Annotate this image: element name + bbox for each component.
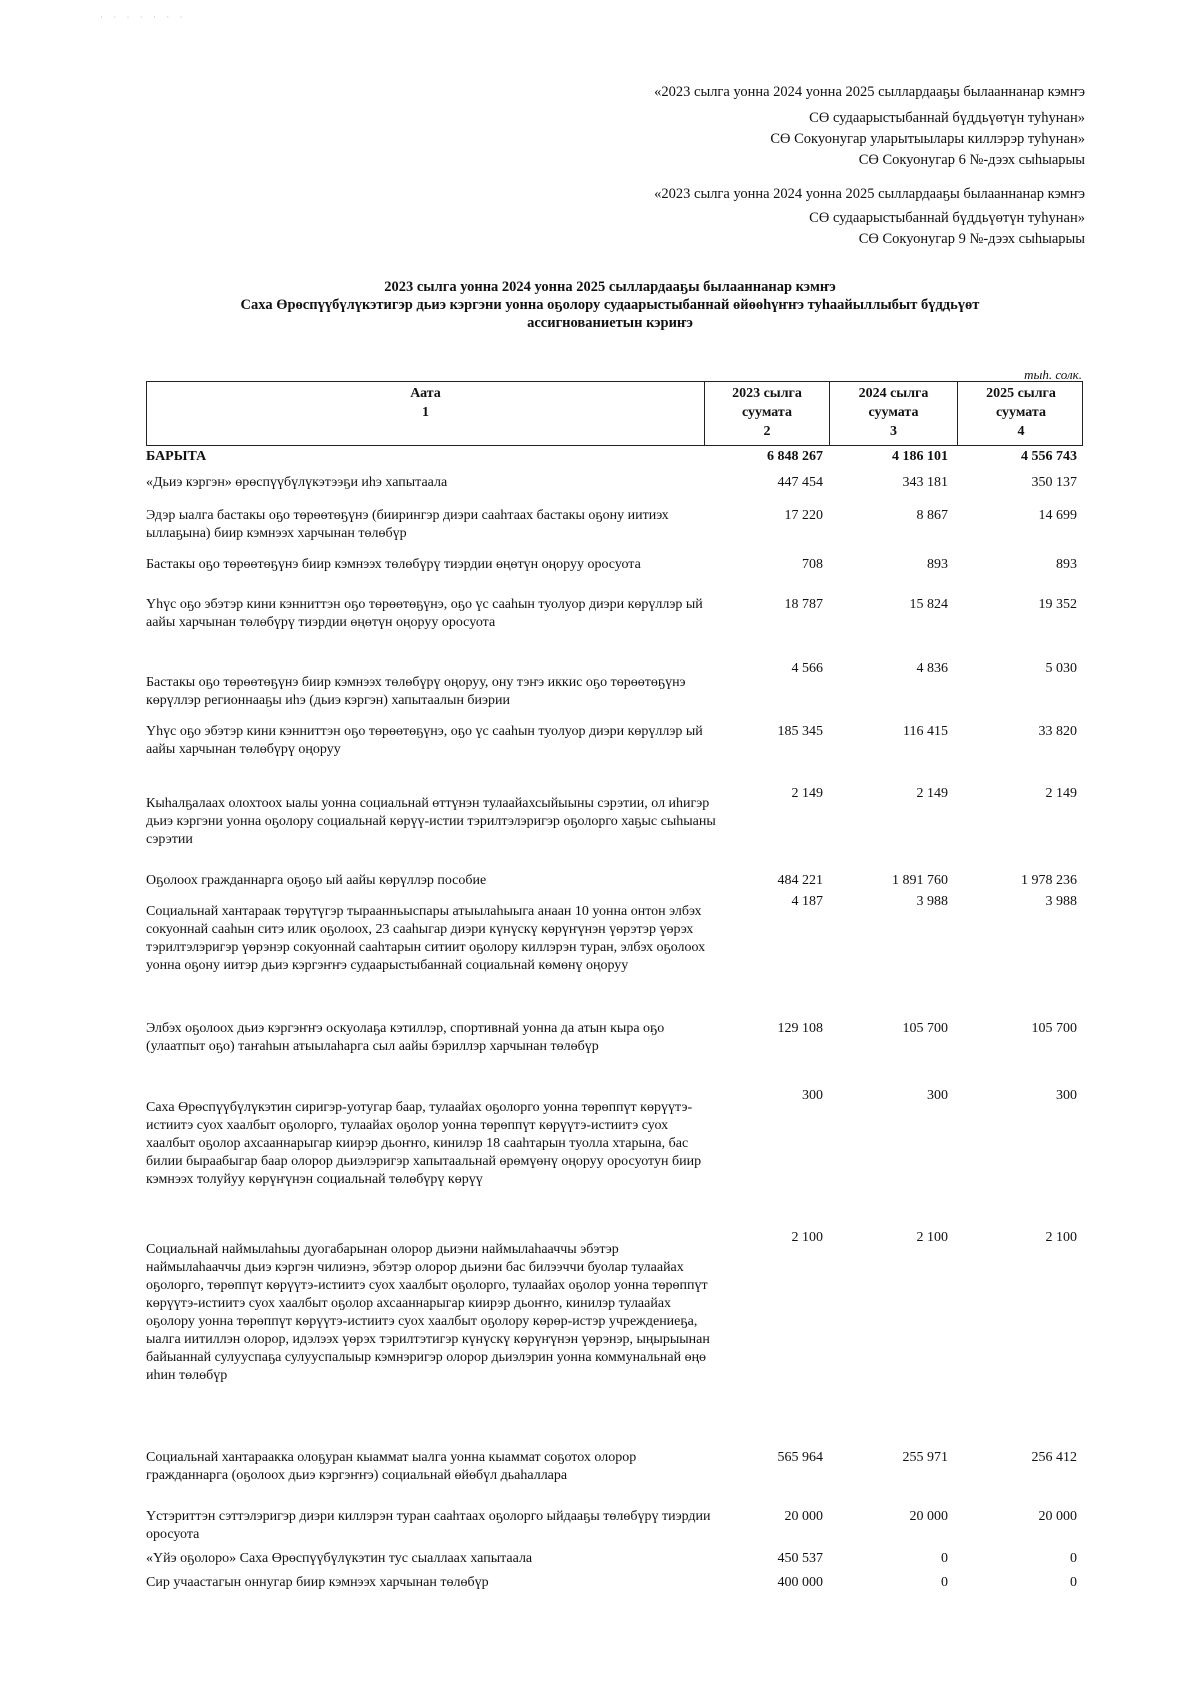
row-value-2025: 893 bbox=[1056, 557, 1077, 572]
title-line-1: 2023 сылга уонна 2024 уонна 2025 сыллардааҕы былааннанар кэмҥэ bbox=[384, 279, 836, 295]
row-value-2025: 0 bbox=[1070, 1575, 1077, 1590]
row-value-2023: 708 bbox=[802, 557, 823, 572]
header-line-4: СӨ Сокуонугар 6 №-дээх сыһыарыы bbox=[858, 152, 1085, 168]
row-value-2024: 343 181 bbox=[902, 475, 948, 490]
row-label: Эдэр ыалга бастакы оҕо төрөөтөҕүнэ (биирингэр диэри сааһтаах бастакы оҕону иитиэх ыллаҕына) биир кэмнээх харчынан төлөбүр bbox=[146, 508, 669, 541]
row-label: «Дьиэ кэргэн» өрөспүүбүлүкэтээҕи иһэ хапытаала bbox=[146, 475, 448, 490]
row-value-2023: 565 964 bbox=[777, 1450, 823, 1465]
row-value-2024: 3 988 bbox=[916, 894, 948, 909]
row-value-2024: 20 000 bbox=[909, 1509, 948, 1524]
header-line-7: СӨ Сокуонугар 9 №-дээх сыһыарыы bbox=[858, 231, 1085, 247]
row-value-2023: 17 220 bbox=[784, 508, 823, 523]
row-value-2024: 8 867 bbox=[916, 508, 948, 523]
row-value-2024: 893 bbox=[927, 557, 948, 572]
col-header-2025-sub: суумата bbox=[996, 405, 1046, 420]
row-value-2025: 20 000 bbox=[1038, 1509, 1077, 1524]
col-header-2023-title: 2023 сылга bbox=[732, 386, 802, 401]
row-label: Үһүс оҕо эбэтэр кини кэнниттэн оҕо төрөөтөҕүнэ, оҕо үс сааһын туолуор диэри көрүллэр ый аайы харчынан төлөбүрү оңоруу bbox=[146, 724, 703, 757]
row-value-2024: 4 836 bbox=[916, 661, 948, 676]
row-value-2024: 105 700 bbox=[902, 1021, 948, 1036]
col-header-2024-title: 2024 сылга bbox=[858, 386, 929, 401]
row-label: Кыһалҕалаах олохтоох ыалы уонна социальнай өттүнэн тулаайахсыйыыны сэрэтии, ол иһигэр дьиэ кэргэни уонна оҕолору социальнай көрүү-истии тэрилтэлэригэр оҕолорго хаҕыс сыһыаны сэрэтии bbox=[146, 796, 716, 847]
row-value-2025: 3 988 bbox=[1045, 894, 1077, 909]
header-line-5: «2023 сылга уонна 2024 уонна 2025 сыллардааҕы былааннанар кэмҥэ bbox=[654, 186, 1085, 202]
row-label: Социальнай хантараак төрүтүгэр тыраанньыспары атыылаһыыга анаан 10 уонна онтон элбэх сокуоннай сааһын ситэ илик оҕолоох, 23 сааһыгар диэри күнүскү көрүҥүнэн үөрэтэр үөрэх тэрилтэлэригэр үөрэнэр сокуоннай сааһтарын ситиит оҕолору киллэрэн туран, элбэх оҕолоох уонна оҕону иитэр дьиэ кэргэҥҥэ судаарыстыбаннай социальнай көмөнү оңоруу bbox=[146, 904, 706, 973]
row-value-2025: 14 699 bbox=[1038, 508, 1077, 523]
header-line-6: СӨ судаарыстыбаннай бүддьүөтүн туһунан» bbox=[809, 210, 1085, 226]
row-value-2024: 300 bbox=[927, 1088, 948, 1103]
row-label: Бастакы оҕо төрөөтөҕүнэ биир кэмнээх төлөбүрү тиэрдии өңөтүн оңоруу оросуота bbox=[146, 557, 641, 572]
row-label: Оҕолоох гражданнарга оҕоҕо ый аайы көрүллэр пособие bbox=[146, 873, 487, 888]
row-value-2024: 2 100 bbox=[916, 1230, 948, 1245]
header-line-3: СӨ Сокуонугар уларытыылары киллэрэр туһунан» bbox=[770, 131, 1085, 147]
row-value-2023: 185 345 bbox=[777, 724, 823, 739]
row-value-2024: 2 149 bbox=[916, 786, 948, 801]
row-value-2025: 0 bbox=[1070, 1551, 1077, 1566]
row-value-2024: 1 891 760 bbox=[892, 873, 948, 888]
header-line-2: СӨ судаарыстыбаннай бүддьүөтүн туһунан» bbox=[809, 110, 1085, 126]
row-label: Үһүс оҕо эбэтэр кини кэнниттэн оҕо төрөөтөҕүнэ, оҕо үс сааһын туолуор диэри көрүллэр ый аайы харчынан төлөбүрү тиэрдии өңөтүн оңоруу оросуота bbox=[146, 597, 703, 630]
row-value-2023: 2 100 bbox=[791, 1230, 823, 1245]
row-value-2025: 2 100 bbox=[1045, 1230, 1077, 1245]
row-value-2023: 447 454 bbox=[777, 475, 823, 490]
row-value-2023: 400 000 bbox=[777, 1575, 823, 1590]
row-value-2024: 0 bbox=[941, 1575, 948, 1590]
row-value-2024: 0 bbox=[941, 1551, 948, 1566]
row-value-2023: 484 221 bbox=[777, 873, 823, 888]
row-value-2023: 6 848 267 bbox=[767, 449, 823, 464]
col-header-2025 bbox=[958, 382, 1084, 445]
row-value-2025: 350 137 bbox=[1031, 475, 1077, 490]
col-header-2025-title: 2025 сылга bbox=[986, 386, 1056, 401]
row-value-2023: 129 108 bbox=[777, 1021, 823, 1036]
document-title bbox=[130, 278, 1090, 332]
row-label: Үстэриттэн сэттэлэригэр диэри киллэрэн туран сааһтаах оҕолорго ыйдааҕы төлөбүрү тиэрдии оросуота bbox=[146, 1509, 711, 1542]
col-header-2024 bbox=[830, 382, 958, 445]
row-value-2025: 19 352 bbox=[1038, 597, 1077, 612]
col-header-2023-sub: суумата bbox=[742, 405, 792, 420]
row-value-2025: 256 412 bbox=[1031, 1450, 1077, 1465]
row-value-2023: 4 187 bbox=[791, 894, 823, 909]
col-header-2023-number: 2 bbox=[763, 424, 771, 439]
row-value-2025: 5 030 bbox=[1045, 661, 1077, 676]
row-label: Элбэх оҕолоох дьиэ кэргэҥҥэ оскуолаҕа кэтиллэр, спортивнай уонна да атын кыра оҕо (улаатпыт оҕо) таҥаһын атыылаһарга сыл аайы бэриллэр харчынан төлөбүр bbox=[146, 1021, 665, 1054]
col-header-name bbox=[147, 382, 705, 445]
col-header-2025-number: 4 bbox=[1017, 424, 1025, 439]
col-header-name-number: 1 bbox=[422, 405, 429, 420]
col-header-2024-sub: суумата bbox=[868, 405, 919, 420]
row-value-2023: 450 537 bbox=[777, 1551, 823, 1566]
units-label: тыһ. солк. bbox=[1024, 367, 1082, 382]
table-header bbox=[146, 381, 1083, 446]
row-value-2025: 4 556 743 bbox=[1021, 449, 1077, 464]
row-value-2024: 15 824 bbox=[909, 597, 948, 612]
row-value-2023: 20 000 bbox=[784, 1509, 823, 1524]
row-value-2025: 300 bbox=[1056, 1088, 1077, 1103]
row-label: Бастакы оҕо төрөөтөҕүнэ биир кэмнээх төлөбүрү оңоруу, ону тэҥэ иккис оҕо төрөөтөҕүнэ көрүллэр регионнааҕы иһэ (дьиэ кэргэн) хапытаалын биэрии bbox=[146, 675, 686, 708]
row-label: Социальнай хантараакка олоҕуран кыаммат ыалга уонна кыаммат соҕотох олорор гражданнарга (оҕолоох дьиэ кэргэҥҥэ) социальнай өйөбүл дьаһаллара bbox=[146, 1450, 637, 1483]
scan-artifact: · · · · · · · bbox=[100, 12, 187, 22]
row-value-2023: 300 bbox=[802, 1088, 823, 1103]
row-value-2023: 4 566 bbox=[791, 661, 823, 676]
row-value-2024: 255 971 bbox=[902, 1450, 948, 1465]
row-value-2024: 4 186 101 bbox=[892, 449, 948, 464]
row-label: Саха Өрөспүүбүлүкэтин сиригэр-уотугар баар, тулаайах оҕолорго уонна төрөппүт көрүүтэ-истиитэ суох хаалбыт оҕолорго, тулаайах оҕолор уонна төрөппүт көрүүтэ-истиитэ суох хаалбыт оҕолор ахсааннарыгар киирэр дьоҥҥо, кинилэр 18 сааһтарын туолла хтарына, бас билии быраабыгар баар олорор дьиэлэригэр хапытаальнай өрөмүөнү оңоруу оросуотун биир кэмнээх толуйуу көрүҥүнэн социальнай төлөбүрү көрүү bbox=[146, 1100, 702, 1187]
header-line-1: «2023 сылга уонна 2024 уонна 2025 сыллардааҕы былааннанар кэмҥэ bbox=[654, 84, 1085, 100]
row-value-2024: 116 415 bbox=[903, 724, 948, 739]
row-value-2023: 18 787 bbox=[784, 597, 823, 612]
row-value-2025: 1 978 236 bbox=[1021, 873, 1077, 888]
col-header-name-title: Аата bbox=[410, 386, 441, 401]
row-label: БАРЫТА bbox=[146, 449, 207, 464]
row-value-2025: 105 700 bbox=[1031, 1021, 1077, 1036]
col-header-2023 bbox=[705, 382, 830, 445]
title-line-2: Саха Өрөспүүбүлүкэтигэр дьиэ кэргэни уонна оҕолору судаарыстыбаннай өйөөһүҥҥэ туһаайыллыбыт бүддьүөт bbox=[240, 297, 980, 313]
row-label: «Үйэ оҕолоро» Саха Өрөспүүбүлүкэтин тус сыаллаах хапытаала bbox=[146, 1551, 533, 1566]
row-value-2025: 2 149 bbox=[1045, 786, 1077, 801]
row-label: Сир учаастагын оннугар биир кэмнээх харчынан төлөбүр bbox=[146, 1575, 489, 1590]
row-value-2025: 33 820 bbox=[1038, 724, 1077, 739]
row-label: Социальнай наймылаһыы дуогабарынан олорор дьиэни наймылаһааччы эбэтэр наймылаһааччы дьиэ кэргэн чилиэнэ, эбэтэр олорор дьиэни бас билээччи буолар тулаайах оҕолорго, төрөппүт көрүүтэ-истиитэ суох хаалбыт оҕолорго, тулаайах оҕолор уонна төрөппүт көрүүтэ-истиитэ суох хаалбыт оҕолор ахсааннарыгар киирэр дьоҥҥо, кинилэр тулаайах оҕолору уонна төрөппүт көрүүтэ-истиитэ суох хаалбыт оҕолору көрөр-истэр учреждениеҕа, ыалга иитиллэн олорор, идэлээх үөрэх тэрилтэтигэр күнүскү көрүҥүнэн үөрэнэр, ыңырыынан байыаннай сулууспаҕа сулууспалыыр кэмнэригэр олорор дьиэлэрин уонна коммунальнай өңө иһин төлөбүр bbox=[146, 1242, 710, 1383]
col-header-2024-number: 3 bbox=[890, 424, 897, 439]
title-line-3: ассигнованиетын кэриҥэ bbox=[527, 315, 693, 331]
row-value-2023: 2 149 bbox=[791, 786, 823, 801]
